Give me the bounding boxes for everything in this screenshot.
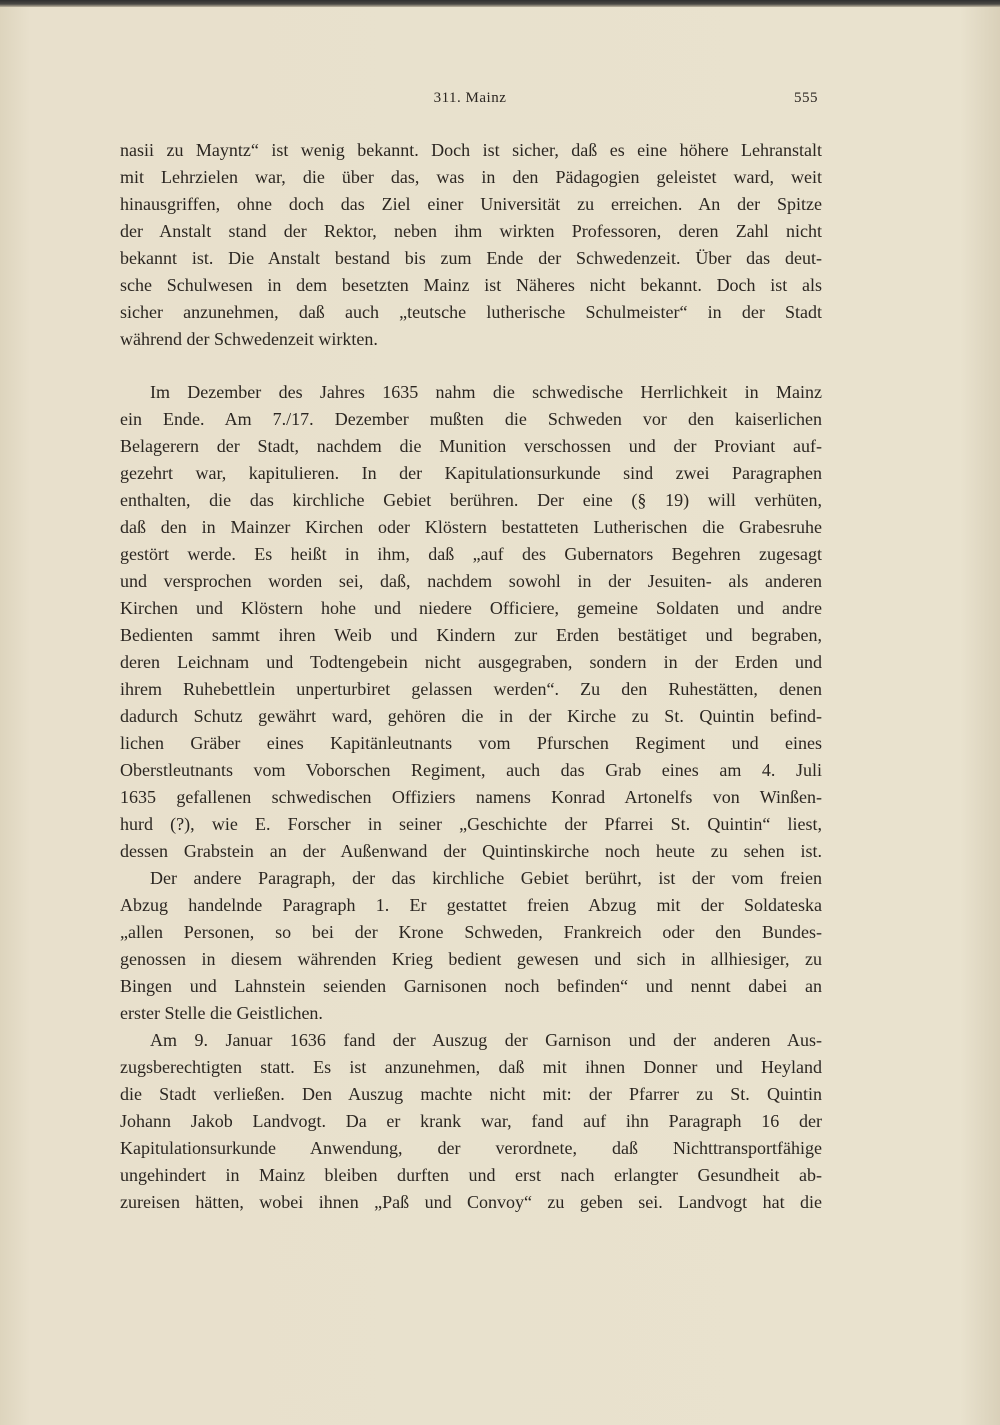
text-line: Kirchen und Klöstern hohe und niedere Officiere, gemeine Soldaten und andre [120,598,822,618]
text-line: dadurch Schutz gewährt ward, gehören die in der Kirche zu St. Quintin befind- [120,706,822,726]
text-line: ihrem Ruhebettlein unperturbiret gelassen werden“. Zu den Ruhestätten, denen [120,679,822,699]
running-title: 311. Mainz [433,90,507,106]
text-line: lichen Gräber eines Kapitänleutnants vom Pfurschen Regiment und eines [120,733,822,753]
scan-edge-shadow [0,0,1000,7]
text-line: gezehrt war, kapitulieren. In der Kapitulationsurkunde sind zwei Paragraphen [120,463,822,483]
body-text [120,137,822,1216]
text-line: daß den in Mainzer Kirchen oder Klöstern bestatteten Lutherischen die Grabesruhe [120,517,822,537]
running-head [120,86,820,110]
text-line: Belagerern der Stadt, nachdem die Munition verschossen und der Proviant auf- [120,436,822,456]
text-line: 1635 gefallenen schwedischen Offiziers namens Konrad Artonelfs von Winßen- [120,787,822,807]
text-line: Oberstleutnants vom Voborschen Regiment, auch das Grab eines am 4. Juli [120,760,822,780]
text-line: dessen Grabstein an der Außenwand der Quintinskirche noch heute zu sehen ist. [120,841,822,861]
text-line: und versprochen worden sei, daß, nachdem sowohl in der Jesuiten- als anderen [120,571,822,591]
text-line: die Stadt verließen. Den Auszug machte nicht mit: der Pfarrer zu St. Quintin [120,1084,822,1104]
text-line: hinausgriffen, ohne doch das Ziel einer Universität zu erreichen. An der Spitze [120,194,822,214]
text-line: zureisen hätten, wobei ihnen „Paß und Convoy“ zu geben sei. Landvogt hat die [120,1192,822,1212]
text-line: Am 9. Januar 1636 fand der Auszug der Garnison und der anderen Aus- [150,1030,822,1050]
text-line: Bedienten sammt ihren Weib und Kindern zur Erden bestätiget und begraben, [120,625,822,645]
text-line: Im Dezember des Jahres 1635 nahm die schwedische Herrlichkeit in Mainz [150,382,822,402]
text-line: bekannt ist. Die Anstalt bestand bis zum Ende der Schwedenzeit. Über das deut- [120,248,822,268]
text-line: Johann Jakob Landvogt. Da er krank war, fand auf ihn Paragraph 16 der [120,1111,822,1131]
text-line: mit Lehrzielen war, die über das, was in den Pädagogien geleistet ward, weit [120,167,822,187]
paragraph [120,865,822,1027]
text-line: genossen in diesem währenden Krieg bedient gewesen und sich in allhiesiger, zu [120,949,822,969]
text-line: Der andere Paragraph, der das kirchliche Gebiet berührt, ist der vom freien [150,868,822,888]
text-line: „allen Personen, so bei der Krone Schweden, Frankreich oder den Bundes- [120,922,822,942]
text-line: ein Ende. Am 7./17. Dezember mußten die Schweden vor den kaiserlichen [120,409,822,429]
text-line: enthalten, die das kirchliche Gebiet berühren. Der eine (§ 19) will verhüten, [120,490,822,510]
text-line: während der Schwedenzeit wirkten. [120,329,378,349]
text-line: der Anstalt stand der Rektor, neben ihm wirkten Professoren, deren Zahl nicht [120,221,822,241]
text-line: deren Leichnam und Todtengebein nicht ausgegraben, sondern in der Erden und [120,652,822,672]
text-line: hurd (?), wie E. Forscher in seiner „Geschichte der Pfarrei St. Quintin“ liest, [120,814,822,834]
text-line: zugsberechtigten statt. Es ist anzunehmen, daß mit ihnen Donner und Heyland [120,1057,822,1077]
paragraph [120,379,822,865]
text-line: sicher anzunehmen, daß auch „teutsche lutherische Schulmeister“ in der Stadt [120,302,822,322]
text-line: Abzug handelnde Paragraph 1. Er gestattet freien Abzug mit der Soldateska [120,895,822,915]
text-line: erster Stelle die Geistlichen. [120,1003,323,1023]
text-line: Bingen und Lahnstein seienden Garnisonen noch befinden“ und nennt dabei an [120,976,822,996]
text-line: gestört werde. Es heißt in ihm, daß „auf des Gubernators Begehren zugesagt [120,544,822,564]
paragraph [120,137,822,353]
text-line: ungehindert in Mainz bleiben durften und erst nach erlangter Gesundheit ab- [120,1165,822,1185]
page-number: 555 [794,90,818,106]
text-line: nasii zu Mayntz“ ist wenig bekannt. Doch ist sicher, daß es eine höhere Lehranstalt [120,140,822,160]
paragraph [120,1027,822,1216]
text-line: sche Schulwesen in dem besetzten Mainz ist Näheres nicht bekannt. Doch ist als [120,275,822,295]
text-line: Kapitulationsurkunde Anwendung, der verordnete, daß Nichttransportfähige [120,1138,822,1158]
